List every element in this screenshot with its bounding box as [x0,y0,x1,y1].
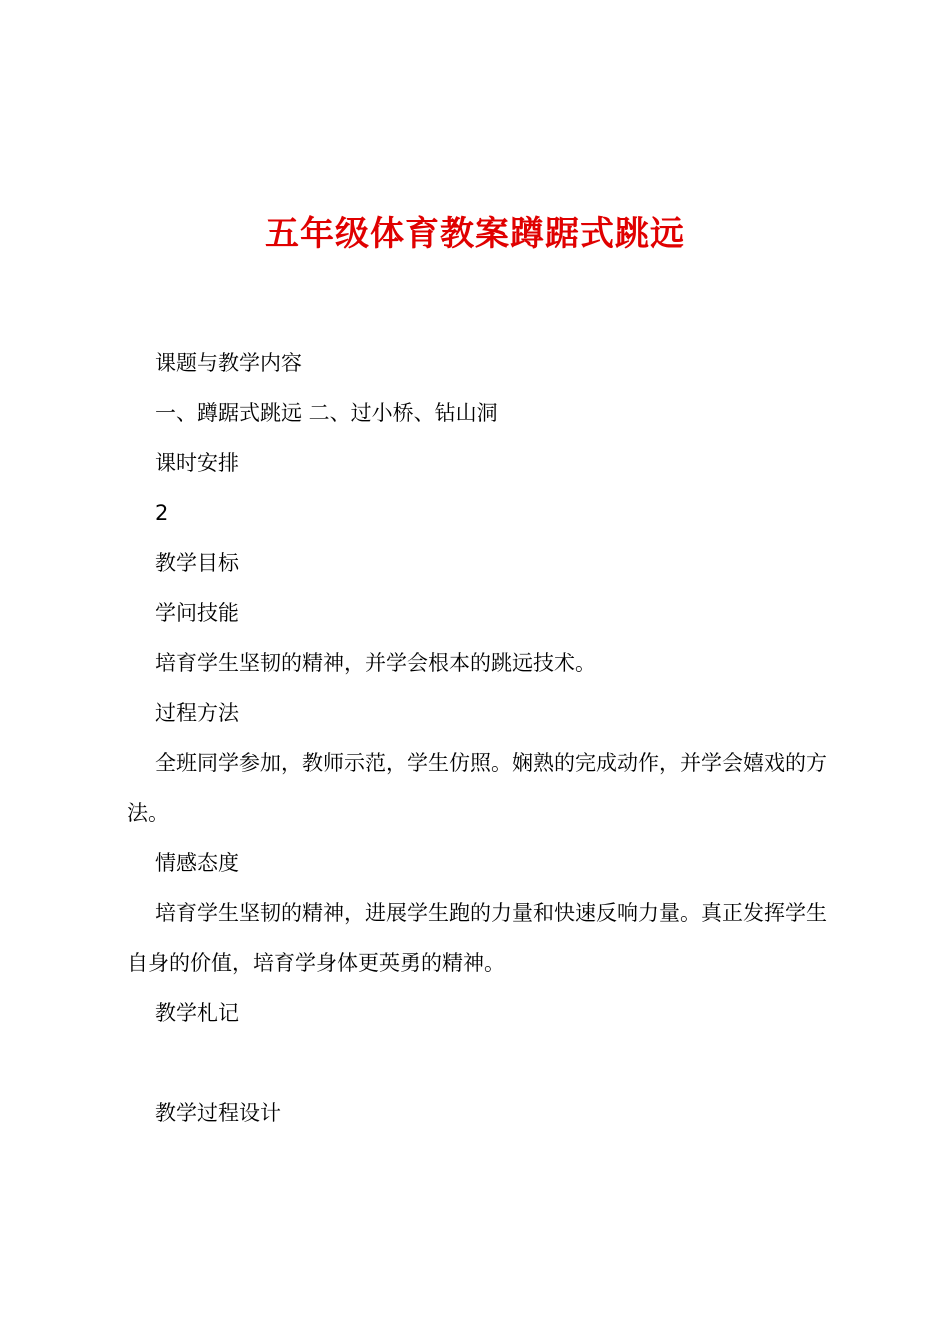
blank-line [127,1038,837,1088]
paragraph-attitude-text: 培育学生坚韧的精神，进展学生跑的力量和快速反响力量。真正发挥学生自身的价值，培育学身体更英勇的精神。 [127,901,827,975]
paragraph-lesson-topic: 课题与教学内容 [155,351,302,375]
paragraph-process-heading: 教学过程设计 [155,1101,281,1125]
paragraph-method-heading: 过程方法 [155,701,239,725]
paragraph-attitude-heading: 情感态度 [155,851,239,875]
document-title: 五年级体育教案蹲踞式跳远 [265,214,685,254]
paragraph-method-text: 全班同学参加，教师示范，学生仿照。娴熟的完成动作，并学会嬉戏的方法。 [127,751,827,825]
paragraph-notes-heading: 教学札记 [155,1001,239,1025]
document-body [127,338,837,1138]
paragraph-knowledge-text: 培育学生坚韧的精神，并学会根本的跳远技术。 [155,651,596,675]
paragraph-objectives-heading: 教学目标 [155,551,239,575]
paragraph-schedule-value: 2 [155,501,169,525]
paragraph-lesson-content: 一、蹲踞式跳远 二、过小桥、钻山洞 [155,401,498,425]
paragraph-knowledge-heading: 学问技能 [155,601,239,625]
paragraph-schedule-heading: 课时安排 [155,451,239,475]
